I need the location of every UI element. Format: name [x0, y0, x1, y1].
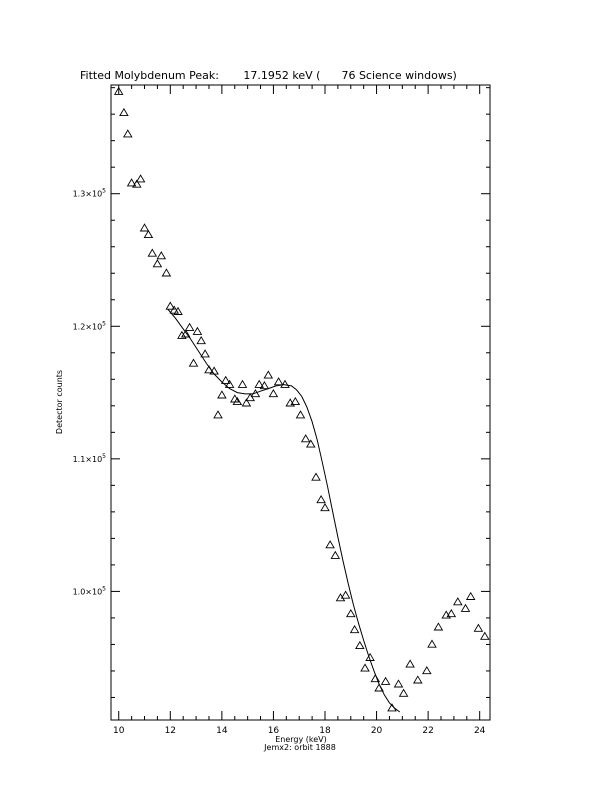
- data-point: [275, 378, 283, 385]
- x-axis-label: Energy (keV): [275, 735, 327, 744]
- data-point: [124, 130, 132, 137]
- chart-footer: Jemx2: orbit 1888: [264, 743, 336, 752]
- data-point: [395, 680, 403, 687]
- data-point: [351, 626, 359, 633]
- data-point: [269, 390, 277, 397]
- data-point: [361, 664, 369, 671]
- x-tick-label: 14: [216, 726, 228, 736]
- data-point: [406, 660, 414, 667]
- data-point: [214, 411, 222, 418]
- data-point: [400, 690, 408, 697]
- data-point: [144, 231, 152, 238]
- y-tick-label: $1.1\times 10^5$: [72, 452, 106, 464]
- data-point: [462, 605, 470, 612]
- data-point: [201, 350, 209, 357]
- x-tick-label: 22: [422, 726, 434, 736]
- data-point: [414, 676, 422, 683]
- data-point: [162, 269, 170, 276]
- data-point: [148, 249, 156, 256]
- data-point: [474, 625, 482, 632]
- data-point: [326, 541, 334, 548]
- data-point: [423, 667, 431, 674]
- data-point: [467, 593, 475, 600]
- data-point: [239, 381, 247, 388]
- data-point: [120, 109, 128, 116]
- x-tick-label: 10: [113, 726, 125, 736]
- plot-frame: [111, 85, 490, 720]
- data-point: [137, 175, 145, 182]
- data-point: [218, 391, 226, 398]
- data-point: [454, 598, 462, 605]
- data-point: [197, 337, 205, 344]
- data-point: [321, 504, 329, 511]
- data-point: [307, 440, 315, 447]
- data-point: [312, 473, 320, 480]
- x-tick-label: 12: [164, 726, 177, 736]
- chart-title: Fitted Molybdenum Peak: 17.1952 keV ( 76 Science windows): [80, 69, 457, 82]
- y-tick-label: $1.3\times 10^5$: [72, 187, 106, 199]
- y-tick-label: $1.0\times 10^5$: [72, 585, 106, 597]
- data-point: [302, 435, 310, 442]
- data-point: [481, 633, 489, 640]
- x-tick-label: 24: [473, 726, 486, 736]
- y-tick-label: $1.2\times 10^5$: [72, 320, 106, 332]
- data-point: [297, 411, 305, 418]
- data-point: [157, 252, 165, 259]
- data-point: [153, 260, 161, 267]
- data-point: [356, 642, 364, 649]
- data-point: [347, 610, 355, 617]
- x-tick-label: 16: [267, 726, 280, 736]
- data-point: [193, 328, 201, 335]
- data-point: [186, 324, 194, 331]
- data-point: [331, 552, 339, 559]
- data-point: [428, 640, 436, 647]
- data-point: [434, 623, 442, 630]
- data-point: [246, 394, 254, 401]
- y-axis-label: Detector counts: [55, 369, 64, 435]
- data-point: [190, 359, 198, 366]
- fit-curve: [168, 309, 400, 712]
- x-tick-label: 20: [370, 726, 383, 736]
- data-point: [382, 678, 390, 685]
- x-tick-label: 18: [319, 726, 331, 736]
- data-point: [141, 224, 149, 231]
- data-point: [317, 496, 325, 503]
- data-point: [264, 371, 272, 378]
